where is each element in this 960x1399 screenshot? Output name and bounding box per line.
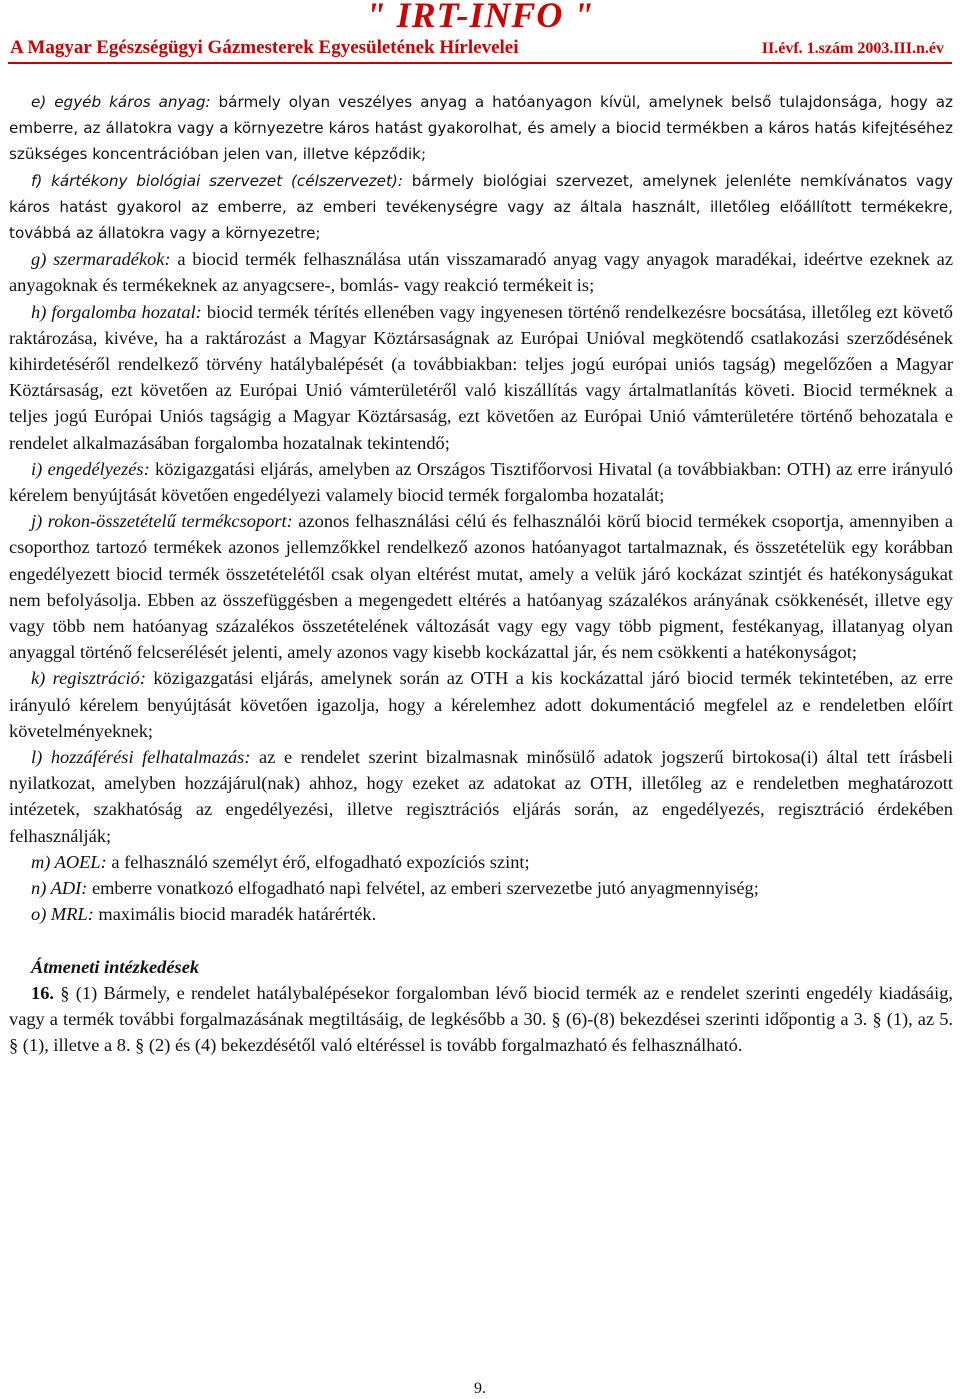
document-body <box>9 89 953 1058</box>
definition-text: maximális biocid maradék határérték. <box>93 904 377 925</box>
definition-o <box>9 901 953 927</box>
definition-g <box>9 246 953 298</box>
definition-l <box>9 744 953 849</box>
definition-term: o) MRL: <box>31 904 94 925</box>
section-spacer <box>9 928 953 954</box>
definition-text: közigazgatási eljárás, amelyben az Országos Tisztifőorvosi Hivatal (a továbbiakban: OTH) az erre irányuló kérelem benyújtását követően engedélyezi valamely biocid termék forgalomba hozatalát; <box>9 458 953 506</box>
definition-h <box>9 299 953 456</box>
definition-term: g) szermaradékok: <box>31 249 171 270</box>
definition-i <box>9 456 953 508</box>
section-heading: Átmeneti intézkedések <box>31 956 200 977</box>
definition-text: a felhasználó személyt érő, elfogadható expozíciós szint; <box>106 851 530 872</box>
newsletter-subtitle: A Magyar Egészségügyi Gázmesterek Egyesületének Hírlevelei <box>10 37 519 58</box>
masthead-divider <box>8 62 952 64</box>
newsletter-title: " IRT-INFO " <box>365 0 595 35</box>
definition-term: k) regisztráció: <box>31 668 146 689</box>
section-text: § (1) Bármely, e rendelet hatálybalépésekor forgalomban lévő biocid termék az e rendelet szerinti engedély kiadásáig, vagy a termék további forgalmazásának megtiltásáig, de legkésőbb a 30. § (6)-(8) bekezdései szerinti időpontig a 3. § (1), az 5. § (1), illetve a 8. § (2) és (4) bekezdésétől való eltéréssel is tovább forgalmazható és felhasználható. <box>9 982 953 1056</box>
definition-term: n) ADI: <box>31 878 88 899</box>
definition-term: h) forgalomba hozatal: <box>31 301 202 322</box>
issue-info: II.évf. 1.szám 2003.III.n.év <box>761 40 944 57</box>
definition-text: közigazgatási eljárás, amelynek során az OTH a kis kockázattal járó biocid termék tekintetében, az erre irányuló kérelem benyújtását követően igazolja, hogy a kérelemhez adott dokumentáció megfelel az e rendeletben előírt követelményeknek; <box>9 668 953 741</box>
page-number: 9. <box>474 1380 486 1397</box>
section-paragraph <box>9 980 953 1059</box>
definition-text: biocid termék térítés ellenében vagy ingyenesen történő rendelkezésre bocsátása, illetőleg ezt követő raktározása, kivéve, ha a raktározást a Magyar Köztársaságnak az Európai Unióval megkötendő csatlakozási szerződésének kihirdetéséről rendelkező törvény hatálybalépését (a továbbiakban: teljes jogú európai uniós tagság) megelőzően a Magyar Köztársaság, ezt követően az Európai Unió vámterületéről való kiszállítás vagy ártalmatlanítás követi. Biocid terméknek a teljes jogú Európai Uniós tagságig a Magyar Köztársaság, ezt követően az Európai Unió vámterületére történő behozatala e rendelet alkalmazásában forgalomba hozatalnak tekintendő; <box>9 301 953 453</box>
definition-term: i) engedélyezés: <box>31 458 150 479</box>
section-number: 16. <box>31 982 61 1003</box>
definition-term: e) egyéb káros anyag: <box>31 93 211 111</box>
definition-m <box>9 849 953 875</box>
definition-text: azonos felhasználási célú és felhasználói körű biocid termékek csoportja, amennyiben a csoporthoz tartozó termékek azonos jellemzőkkel rendelkező azonos hatóanyagot tartalmaznak, és összetételük egy korábban engedélyezett biocid termék összetételétől csak olyan eltérést mutat, amely a velük járó kockázat szintjét és hatékonyságukat nem befolyásolja. Ebben az összefüggésben a megengedett eltérés a hatóanyag százalékos arányának csökkenését, illetve egy vagy több nem hatóanyag százalékos összetételének változását vagy egy vagy több pigment, festékanyag, illatanyag olyan anyaggal történő felcserélését jelenti, amely azonos vagy kisebb kockázattal jár, és nem csökkenti a hatékonyságot; <box>9 511 953 663</box>
definition-term: j) rokon-összetételű termékcsoport: <box>31 511 293 532</box>
definition-e <box>9 89 953 168</box>
definition-n <box>9 875 953 901</box>
definition-term: f) kártékony biológiai szervezet (célszervezet): <box>31 171 403 190</box>
newsletter-masthead <box>0 0 960 60</box>
definition-text: emberre vonatkozó elfogadható napi felvétel, az emberi szervezetbe jutó anyagmennyiség; <box>87 878 759 899</box>
definition-k <box>9 665 953 744</box>
definition-f <box>9 168 953 247</box>
definition-group-first <box>9 89 953 246</box>
definition-term: m) AOEL: <box>31 851 107 872</box>
definition-text: bármely biológiai szervezet, amelynek jelenléte nemkívánatos vagy káros hatást gyakorol az emberre, az emberi tevékenységre vagy az általa használt, illetőleg előállított termékekre, továbbá az állatokra vagy a környezetre; <box>9 171 953 243</box>
definition-j <box>9 508 953 665</box>
definition-text: a biocid termék felhasználása után visszamaradó anyag vagy anyagok maradékai, ideértve ezeknek az anyagoknak és termékeknek az anyagcsere-, bomlás- vagy reakció termékeit is; <box>9 249 953 296</box>
definition-text: bármely olyan veszélyes anyag a hatóanyagon kívül, amelynek belső tulajdonsága, hogy az emberre, az állatokra vagy a környezetre káros hatást gyakorolhat, és amely a biocid termékben a káros hatás kifejtéséhez szükséges koncentrációban jelen van, illetve képződik; <box>9 93 953 164</box>
definition-text: az e rendelet szerint bizalmasnak minősülő adatok jogszerű birtokosa(i) által tett írásbeli nyilatkozat, amelyben hozzájárul(nak) ahhoz, hogy ezeket az adatokat az OTH, illetőleg az e rendeletben meghatározott intézetek, szakhatóság az engedélyezési, illetve regisztrációs eljárás során, az engedélyezés, regisztráció érdekében felhasználják; <box>9 747 954 846</box>
definition-term: l) hozzáférési felhatalmazás: <box>31 747 251 768</box>
